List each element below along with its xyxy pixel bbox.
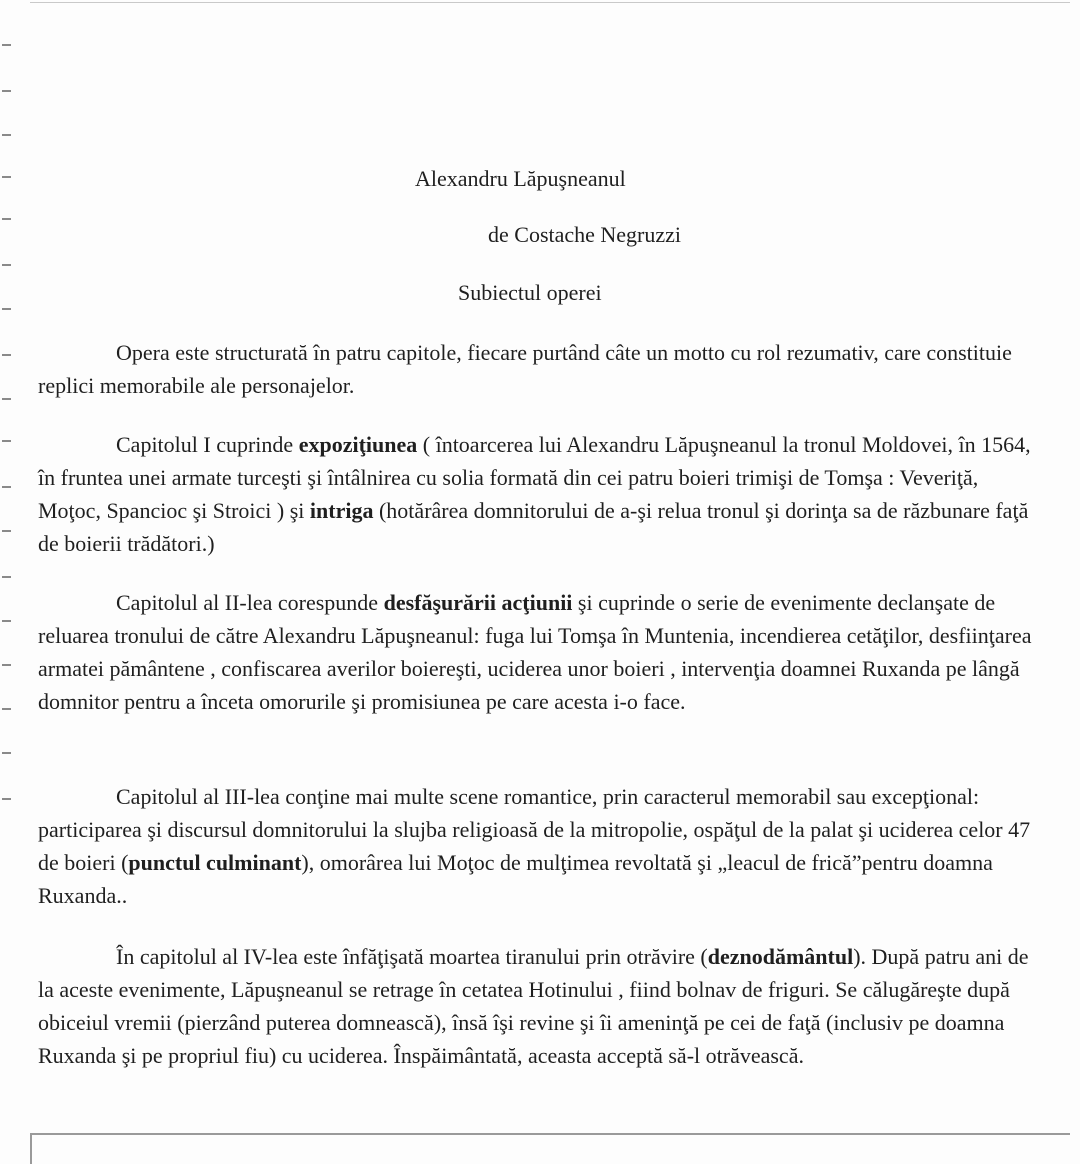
paragraph-chapter-1 — [38, 428, 1038, 560]
paragraph-text: Capitolul al II-lea corespunde — [116, 590, 384, 615]
edge-mark — [2, 176, 11, 178]
bold-term-expozitiunea: expoziţiunea — [298, 432, 418, 457]
edge-mark — [2, 530, 11, 532]
bold-term-intriga: intriga — [309, 498, 374, 523]
paragraph-text: ), omorârea lui Moţoc de mulţimea revoltată şi „leacul de frică”pentru doamna Ruxanda.. — [38, 850, 993, 908]
edge-mark — [2, 708, 11, 710]
top-page-edge — [30, 2, 1070, 3]
edge-mark — [2, 90, 11, 92]
paragraph-chapter-2 — [38, 586, 1038, 718]
edge-mark — [2, 264, 11, 266]
edge-mark — [2, 308, 11, 310]
section-heading: Subiectul operei — [458, 280, 602, 305]
edge-mark — [2, 752, 11, 754]
paragraph-text: şi cuprinde o serie de evenimente declanşate de reluarea tronului de către Alexandru Lăpuşneanul: fuga lui Tomşa în Muntenia, incendierea cetăţilor, desfiinţarea armatei pământene , confiscarea averilor boiereşti, uciderea unor boieri , intervenţia doamnei Ruxanda pe lângă domnitor pentru a înceta omorurile şi promisiunea pe care acesta i-o face. — [38, 590, 1032, 714]
bold-term-deznodamantul: deznodământul — [707, 944, 854, 969]
bottom-page-edge — [30, 1133, 1070, 1135]
paragraph-chapter-3 — [38, 780, 1038, 912]
edge-mark — [2, 218, 11, 220]
paragraph-text: Capitolul I cuprinde — [116, 432, 299, 457]
paragraph-text: ). După patru ani de la aceste evenimente, Lăpuşneanul se retrage în cetatea Hotinului , fiind bolnav de friguri. Se călugăreşte după obiceiul vremii (pierzând puterea domnească), însă îşi revine şi îi ameninţă pe cei de faţă (inclusiv pe doamna Ruxanda şi pe propriul fiu) cu uciderea. Înspăimântată, aceasta acceptă să-l otrăvească. — [38, 944, 1029, 1068]
edge-mark — [2, 576, 11, 578]
edge-mark — [2, 620, 11, 622]
document-title: Alexandru Lăpuşneanul — [415, 166, 626, 191]
bold-term-desfasurarea-actiunii: desfăşurării acţiunii — [383, 590, 573, 615]
edge-mark — [2, 398, 11, 400]
edge-mark — [2, 486, 11, 488]
edge-mark — [2, 440, 11, 442]
paragraph-text: ( întoarcerea lui Alexandru Lăpuşneanul la tronul Moldovei, în 1564, în fruntea unei armate turceşti şi întâlnirea cu solia formată din cei patru boieri trimişi de Tomşa : Veveriţă, Moţoc, Spancioc şi Stroici ) şi — [38, 432, 1031, 523]
paragraph-structure — [38, 336, 1038, 402]
paragraph-text: (hotărârea domnitorului de a-şi relua tronul şi dorinţa sa de răzbunare faţă de boierii trădători.) — [38, 498, 1029, 556]
edge-mark — [2, 44, 11, 46]
binder-edge-marks — [0, 0, 14, 1164]
bottom-corner-mark — [30, 1133, 32, 1164]
edge-mark — [2, 354, 11, 356]
edge-mark — [2, 664, 11, 666]
paragraph-text: Capitolul al III-lea conţine mai multe scene romantice, prin caracterul memorabil sau excepţional: participarea şi discursul domnitorului la slujba religioasă de la mitropolie, ospăţul de la palat şi uciderea celor 47 de boieri ( — [38, 784, 1031, 875]
document-author: de Costache Negruzzi — [488, 222, 682, 247]
paragraph-text: Opera este structurată în patru capitole, fiecare purtând câte un motto cu rol rezumativ, care constituie replici memorabile ale personajelor. — [38, 340, 1012, 398]
bold-term-punctul-culminant: punctul culminant — [128, 850, 302, 875]
paragraph-chapter-4 — [38, 940, 1038, 1072]
paragraph-text: În capitolul al IV-lea este înfăţişată moartea tiranului prin otrăvire ( — [116, 944, 708, 969]
edge-mark — [2, 798, 11, 800]
edge-mark — [2, 134, 11, 136]
